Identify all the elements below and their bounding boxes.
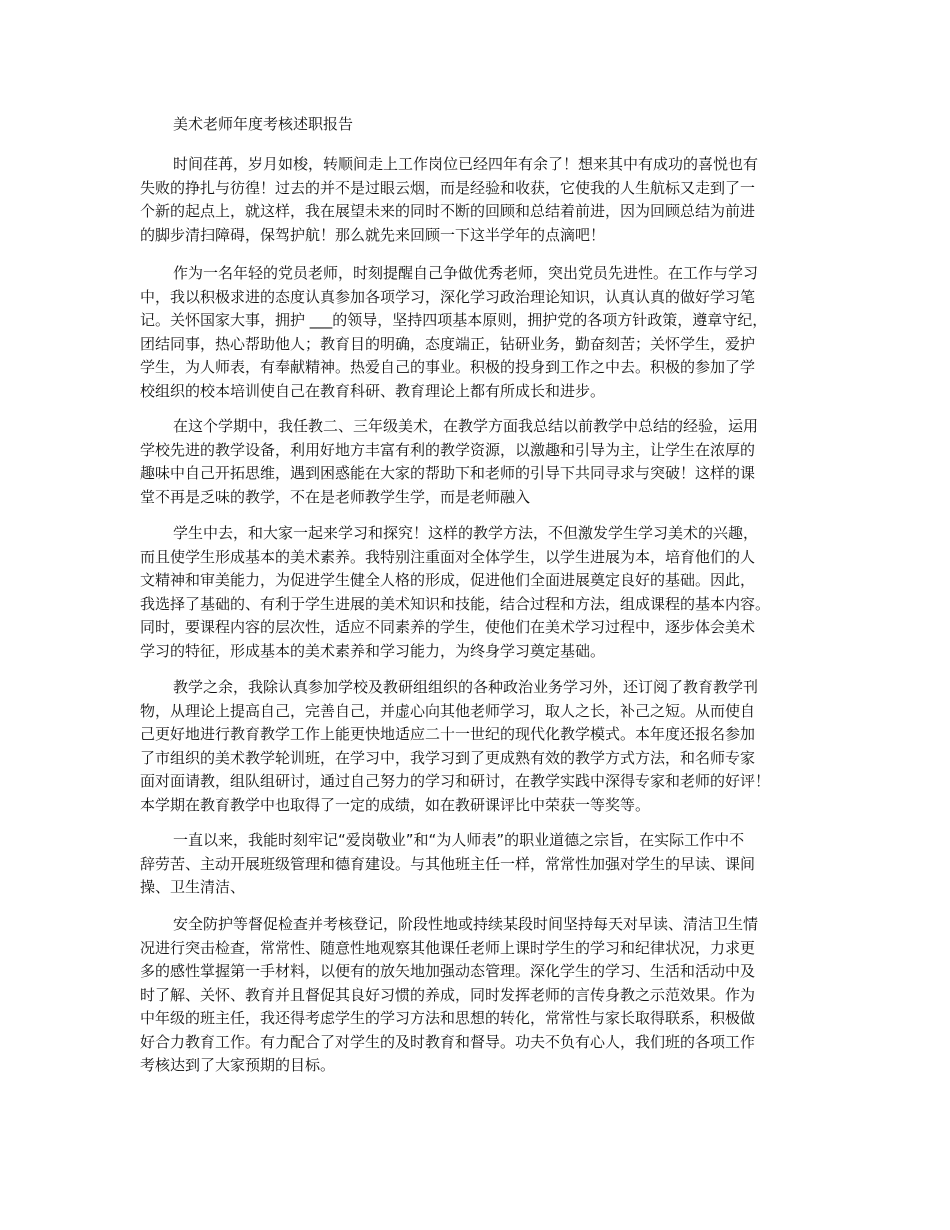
paragraph-line: 操、卫生清洁、 (140, 878, 246, 896)
paragraph-line: 堂不再是乏味的教学，不在是老师教学生学，而是老师融入 (140, 487, 531, 506)
paragraph-line: 失败的挣扎与彷徨！过去的并不是过眼云烟，而是经验和收获，它使我的人生航标又走到了一 (140, 178, 756, 197)
paragraph-line: 趣味中自己开拓思维，遇到困惑能在大家的帮助下和老师的引导下共同寻求与突破！这样的课 (140, 464, 756, 482)
paragraph-2 (140, 262, 820, 403)
paragraph-line: 作为一名年轻的党员老师，时刻提醒自己争做优秀老师，突出党员先进性。在工作与学习 (173, 264, 759, 282)
paragraph-line: 物，从理论上提高自己，完善自己，并虚心向其他老师学习，取人之长，补己之短。从而使自 (140, 701, 756, 720)
paragraph-line: 时间荏苒，岁月如梭，转顺间走上工作岗位已经四年有余了！想来其中有成功的喜悦也有 (173, 155, 759, 173)
paragraph-line: 中，我以积极求进的态度认真参加各项学习，深化学习政治理论知识，认真认真的做好学习笔 (140, 287, 756, 306)
paragraph-line: 同时，要课程内容的层次性，适应不同素养的学生，使他们在美术学习过程中，逐步体会美术 (140, 618, 756, 636)
paragraph-line: 教学之余，我除认真参加学校及教研组组织的各种政治业务学习外，还订阅了教育教学刊 (173, 678, 759, 696)
paragraph-line: 辞劳苦、主动开展班级管理和德育建设。与其他班主任一样，常常性加强对学生的早读、课间 (140, 854, 756, 873)
paragraph-line: 团结同事，热心帮助他人；教育目的明确，态度端正，钻研业务，勤奋刻苦；关怀学生，爱护 (140, 334, 756, 353)
paragraph-line: 记。关怀国家大事，拥护 ___的领导，坚持四项基本原则，拥护党的各项方针政策，遵章守纪， (140, 311, 768, 329)
paragraph-5 (140, 676, 820, 817)
paragraph-line: 学校先进的教学设备，利用好地方丰富有利的教学资源，以激趣和引导为主，让学生在浓厚的 (140, 440, 756, 459)
paragraph-line: 了市组织的美术教学轮训班，在学习中，我学习到了更成熟有效的教学方式方法，和名师专家 (140, 748, 756, 767)
paragraph-line: 学生中去，和大家一起来学习和探究！这样的教学方法，不但激发学生学习美术的兴趣， (173, 524, 759, 542)
paragraph-line: 在这个学期中，我任教二、三年级美术，在教学方面我总结以前教学中总结的经验，运用 (173, 417, 759, 435)
paragraph-line: 个新的起点上，就这样，我在展望未来的同时不断的回顾和总结着前进，因为回顾总结为前进 (140, 202, 756, 220)
paragraph-line: 面对面请教，组队组研讨，通过自己努力的学习和研讨，在教学实践中深得专家和老师的好评！ (140, 772, 771, 790)
paragraph-1 (140, 153, 820, 247)
paragraph-line: 中年级的班主任，我还得考虑学生的学习方法和思想的转化，常常性与家长取得联系，积极做 (140, 1009, 756, 1027)
paragraph-line: 学习的特征，形成基本的美术素养和学习能力，为终身学习奠定基础。 (140, 641, 606, 660)
paragraph-line: 况进行突击检查，常常性、随意性地观察其他课任老师上课时学生的学习和纪律状况，力求更 (140, 938, 756, 957)
paragraph-line: 学生，为人师表，有奉献精神。热爱自己的事业。积极的投身到工作之中去。积极的参加了学 (140, 358, 756, 376)
paragraph-line: 己更好地进行教育教学工作上能更快地适应二十一世纪的现代化教学模式。本年度还报名参加 (140, 725, 756, 743)
paragraph-line: 文精神和审美能力，为促进学生健全人格的形成，促进他们全面进展奠定良好的基础。因此， (140, 571, 756, 589)
paragraph-line: 时了解、关怀、教育并且督促其良好习惯的养成，同时发挥老师的言传身教之示范效果。作为 (140, 985, 756, 1004)
paragraph-line: 校组织的校本培训使自己在教育科研、教育理论上都有所成长和进步。 (140, 381, 606, 400)
paragraph-line: 好合力教育工作。有力配合了对学生的及时教育和督导。功夫不负有心人，我们班的各项工作 (140, 1032, 756, 1051)
paragraph-line: 的脚步清扫障碍，保驾护航！那么就先来回顾一下这半学年的点滴吧！ (140, 225, 606, 244)
paragraph-line: 安全防护等督促检查并考核登记，阶段性地或持续某段时间坚持每天对早读、清洁卫生情 (173, 915, 759, 933)
paragraph-6 (140, 829, 820, 900)
paragraph-line: 考核达到了大家预期的目标。 (140, 1056, 336, 1074)
paragraph-line: 一直以来，我能时刻牢记“爱岗敬业”和“为人师表”的职业道德之宗旨，在实际工作中不 (173, 831, 745, 849)
paragraph-line: 多的感性掌握第一手材料，以便有的放矢地加强动态管理。深化学生的学习、生活和活动中及 (140, 962, 756, 980)
document-title: 美术老师年度考核述职报告 (173, 115, 354, 133)
paragraph-3 (140, 415, 820, 509)
paragraph-4 (140, 522, 820, 663)
paragraph-7 (140, 913, 820, 1078)
paragraph-line: 而且使学生形成基本的美术素养。我特别注重面对全体学生，以学生进展为本，培育他们的人 (140, 547, 756, 566)
paragraph-line: 我选择了基础的、有利于学生进展的美术知识和技能，结合过程和方法，组成课程的基本内容。 (140, 594, 771, 613)
paragraph-line: 本学期在教育教学中也取得了一定的成绩，如在教研课评比中荣获一等奖等。 (140, 795, 651, 814)
